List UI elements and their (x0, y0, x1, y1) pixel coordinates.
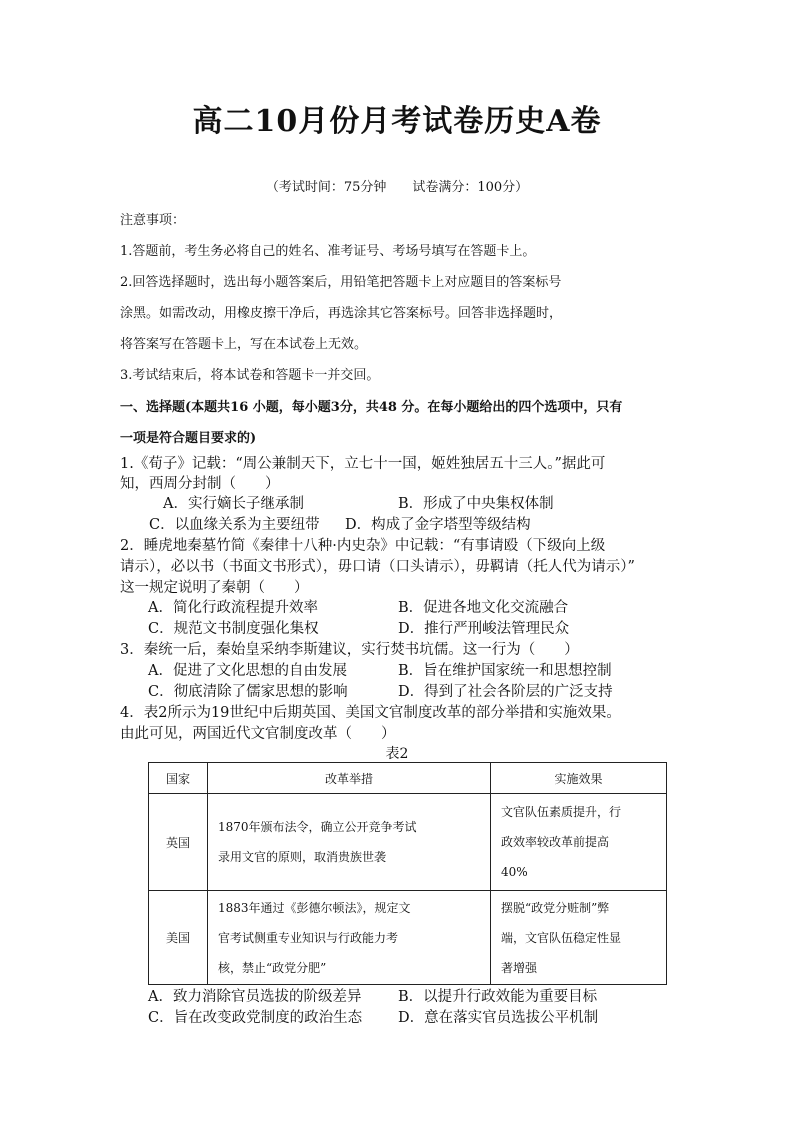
country-cell: 美国 (149, 891, 208, 985)
measure-cell (208, 891, 491, 985)
question-1-option-a: A．实行嫡长子继承制 (163, 496, 304, 512)
cell-line: 官考试侧重专业知识与行政能力考 (218, 930, 399, 945)
cell-line: 40% (501, 865, 528, 879)
exam-info: （考试时间：75分钟 试卷满分：100分） (265, 180, 529, 195)
note-item: 2.回答选择题时，选出每小题答案后，用铅笔把答题卡上对应题目的答案标号 (120, 275, 562, 290)
question-1-option-b: B．形成了中央集权体制 (398, 496, 554, 512)
question-4-stem: 由此可见，两国近代文官制度改革（ ） (120, 726, 396, 742)
measure-cell (208, 794, 491, 891)
question-1-option-c: C．以血缘关系为主要纽带 (149, 517, 320, 533)
question-2-option-d: D．推行严刑峻法管理民众 (398, 621, 570, 637)
effect-cell (491, 891, 667, 985)
effect-cell (491, 794, 667, 891)
header-country: 国家 (149, 763, 208, 794)
header-measure: 改革举措 (208, 763, 491, 794)
question-1-stem: 知，西周分封制（ ） (120, 476, 280, 492)
cell-line: 端，文官队伍稳定性显 (501, 930, 622, 945)
reform-table (148, 762, 667, 985)
question-4-stem: 4．表2所示为19世纪中后期英国、美国文官制度改革的部分举措和实施效果。 (120, 705, 621, 721)
table-header-row (149, 763, 667, 794)
cell-line: 文官队伍素质提升，行 (501, 805, 622, 819)
country-cell: 英国 (149, 794, 208, 891)
cell-line: 1883年通过《彭德尔顿法》，规定文 (218, 900, 411, 915)
question-3-option-c: C．彻底清除了儒家思想的影响 (148, 684, 348, 700)
page-title: 高二10月份月考试卷历史A卷 (192, 104, 602, 139)
question-4-option-d: D．意在落实官员选拔公平机制 (398, 1010, 599, 1026)
table-caption: 表2 (385, 746, 409, 762)
question-4-option-c: C．旨在改变政党制度的政治生态 (148, 1010, 363, 1026)
cell-line: 录用文官的原则，取消贵族世袭 (218, 850, 387, 864)
question-2-option-b: B．促进各地文化交流融合 (398, 600, 569, 616)
question-2-stem: 这一规定说明了秦朝（ ） (120, 580, 309, 596)
question-2-stem: 请示），必以书（书面文书形式），毋口请（口头请示），毋羁请（托人代为请示）” (120, 559, 635, 575)
question-2-option-c: C．规范文书制度强化集权 (148, 621, 319, 637)
note-item: 1.答题前，考生务必将自己的姓名、准考证号、考场号填写在答题卡上。 (120, 244, 536, 259)
notes-heading: 注意事项： (120, 213, 186, 228)
question-3-option-d: D．得到了社会各阶层的广泛支持 (398, 684, 613, 700)
table-row (149, 891, 667, 985)
question-1-option-d: D．构成了金字塔型等级结构 (345, 517, 531, 533)
question-3-stem: 3．秦统一后，秦始皇采纳李斯建议，实行焚书坑儒。这一行为（ ） (120, 642, 579, 658)
question-3-option-b: B．旨在维护国家统一和思想控制 (398, 663, 612, 679)
section-heading-cont: 一项是符合题目要求的) (120, 431, 257, 446)
table-row (149, 794, 667, 891)
header-effect: 实施效果 (491, 763, 667, 794)
question-3-option-a: A．促进了文化思想的自由发展 (148, 663, 347, 679)
cell-line: 政效率较改革前提高 (501, 835, 610, 849)
question-2-option-a: A．简化行政流程提升效率 (148, 600, 318, 616)
note-item: 将答案写在答题卡上，写在本试卷上无效。 (120, 337, 368, 352)
note-item: 3.考试结束后，将本试卷和答题卡一并交回。 (120, 368, 380, 383)
cell-line: 摆脱“政党分赃制”弊 (501, 900, 610, 915)
question-2-stem: 2．睡虎地秦墓竹简《秦律十八种·内史杂》中记载：“有事请殴（下级向上级 (120, 538, 606, 554)
cell-line: 著增强 (501, 960, 538, 975)
cell-line: 1870年颁布法令，确立公开竞争考试 (218, 820, 417, 834)
section-heading: 一、选择题(本题共16 小题，每小题3分，共48 分。在每小题给出的四个选项中，只有 (120, 400, 623, 415)
question-4-option-b: B．以提升行政效能为重要目标 (398, 989, 598, 1005)
cell-line: 核，禁止“政党分肥” (218, 960, 327, 975)
question-1-stem: 1.《荀子》记载：“周公兼制天下，立七十一国，姬姓独居五十三人。”据此可 (120, 456, 606, 472)
note-item: 涂黑。如需改动，用橡皮擦干净后，再选涂其它答案标号。回答非选择题时， (120, 306, 563, 321)
question-4-option-a: A．致力消除官员选拔的阶级差异 (148, 989, 362, 1005)
